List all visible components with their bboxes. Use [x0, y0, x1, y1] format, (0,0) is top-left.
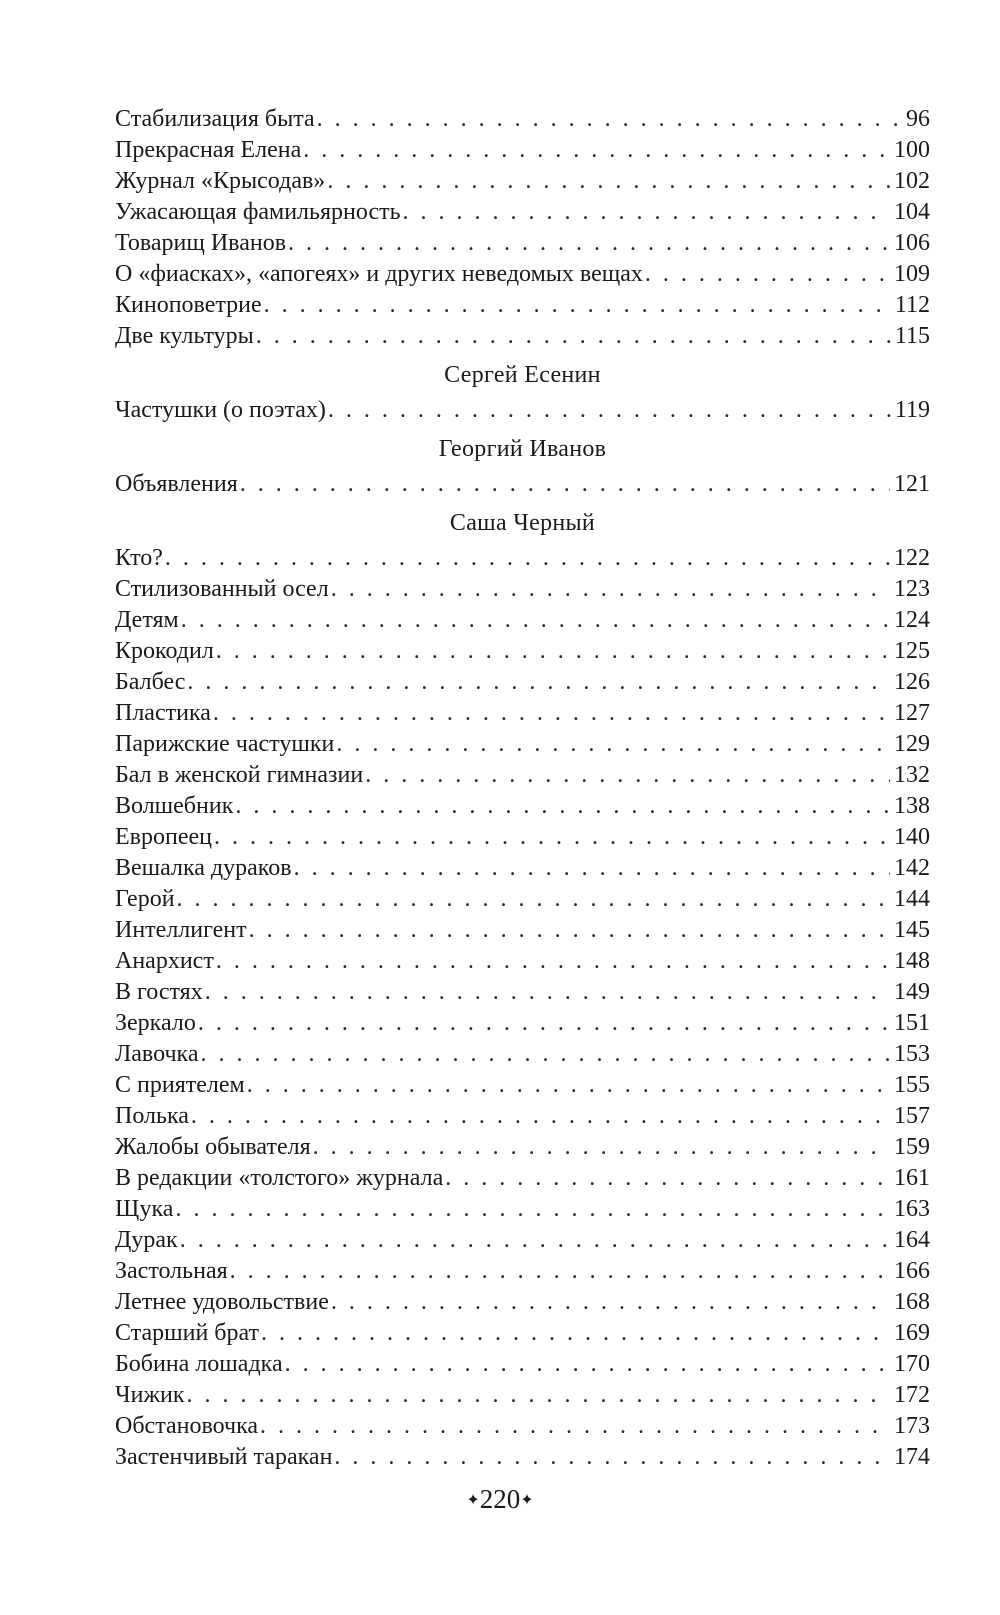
toc-entry-page: 124	[894, 607, 930, 633]
toc-entry-page: 100	[894, 137, 930, 163]
toc-entry-page: 126	[894, 669, 930, 695]
toc-entry-title: Журнал «Крысодав»	[115, 168, 326, 194]
toc-entry-title: Бобина лошадка	[115, 1351, 283, 1377]
toc-entry	[115, 977, 930, 1008]
toc-entry	[115, 1256, 930, 1287]
toc-entry-title: С приятелем	[115, 1072, 245, 1098]
toc-entry-title: Кто?	[115, 545, 163, 571]
toc-entry	[115, 853, 930, 884]
toc-entry-page: 125	[894, 638, 930, 664]
toc-entry-title: Волшебник	[115, 793, 234, 819]
toc-entry-title: Бал в женской гимназии	[115, 762, 364, 788]
toc-entry	[115, 791, 930, 822]
toc-entry-title: Щука	[115, 1196, 174, 1222]
toc-entry-page: 172	[894, 1382, 930, 1408]
dot-leader	[240, 469, 890, 500]
toc-entry	[115, 197, 930, 228]
toc-entry	[115, 1101, 930, 1132]
toc-entry-page: 106	[894, 230, 930, 256]
dot-leader	[327, 166, 890, 197]
toc-entry-title: Застенчивый таракан	[115, 1444, 333, 1470]
toc-entry-title: Парижские частушки	[115, 731, 335, 757]
toc-entry-page: 174	[894, 1444, 930, 1470]
toc-entry	[115, 729, 930, 760]
dot-leader	[187, 1380, 890, 1411]
toc-entry	[115, 667, 930, 698]
toc-entry	[115, 228, 930, 259]
dot-leader	[181, 605, 890, 636]
dot-leader	[213, 698, 890, 729]
dot-leader	[336, 729, 890, 760]
toc-entry-page: 119	[894, 397, 930, 423]
dot-leader	[294, 853, 890, 884]
toc-entry-page: 173	[894, 1413, 930, 1439]
page-footer	[0, 1484, 1000, 1515]
page-number: 220	[479, 1484, 521, 1514]
dot-leader	[249, 915, 890, 946]
table-of-contents	[115, 104, 930, 1473]
dot-leader	[177, 884, 890, 915]
toc-entry-page: 96	[906, 106, 930, 132]
toc-entry-title: Киноповетрие	[115, 292, 262, 318]
toc-entry-page: 145	[894, 917, 930, 943]
toc-entry	[115, 946, 930, 977]
toc-entry	[115, 1442, 930, 1473]
toc-entry	[115, 395, 930, 426]
toc-entry-title: Жалобы обывателя	[115, 1134, 311, 1160]
toc-entry-title: Частушки (о поэтах)	[115, 397, 326, 423]
toc-entry	[115, 1380, 930, 1411]
toc-entry-title: Интеллигент	[115, 917, 247, 943]
toc-entry	[115, 290, 930, 321]
toc-entry-page: 115	[894, 323, 930, 349]
dot-leader	[264, 290, 891, 321]
toc-entry-page: 155	[894, 1072, 930, 1098]
author-heading: Сергей Есенин	[444, 362, 601, 388]
dot-leader	[214, 822, 890, 853]
toc-entry-page: 109	[894, 261, 930, 287]
toc-entry-title: Обстановочка	[115, 1413, 259, 1439]
toc-entry-title: Пластика	[115, 700, 211, 726]
toc-entry-title: Прекрасная Елена	[115, 137, 302, 163]
toc-entry	[115, 135, 930, 166]
author-heading: Георгий Иванов	[438, 436, 607, 462]
toc-entry	[115, 698, 930, 729]
toc-entry	[115, 605, 930, 636]
dot-leader	[288, 228, 890, 259]
toc-entry-page: 161	[894, 1165, 930, 1191]
toc-entry-title: Чижик	[115, 1382, 185, 1408]
dot-leader	[328, 395, 891, 426]
toc-entry	[115, 822, 930, 853]
toc-entry	[115, 469, 930, 500]
toc-entry	[115, 636, 930, 667]
dot-leader	[645, 259, 890, 290]
toc-entry	[115, 1163, 930, 1194]
dot-leader	[205, 977, 890, 1008]
toc-entry-page: 159	[894, 1134, 930, 1160]
dot-leader	[175, 1194, 890, 1225]
dot-leader	[445, 1163, 890, 1194]
dot-leader	[317, 104, 902, 135]
dot-leader	[285, 1349, 890, 1380]
toc-entry-title: Стилизованный осел	[115, 576, 329, 602]
dot-leader	[180, 1225, 890, 1256]
toc-entry-title: Летнее удовольствие	[115, 1289, 329, 1315]
toc-entry	[115, 915, 930, 946]
toc-entry-page: 153	[894, 1041, 930, 1067]
dot-leader	[191, 1101, 890, 1132]
toc-entry-page: 163	[894, 1196, 930, 1222]
toc-entry-page: 104	[894, 199, 930, 225]
dot-leader	[256, 321, 891, 352]
dot-leader	[331, 1287, 890, 1318]
toc-entry-page: 170	[894, 1351, 930, 1377]
toc-entry	[115, 1411, 930, 1442]
toc-entry-page: 129	[894, 731, 930, 757]
toc-entry-page: 142	[894, 855, 930, 881]
toc-entry	[115, 1318, 930, 1349]
toc-entry-page: 151	[894, 1010, 930, 1036]
toc-entry-title: Ужасающая фамильярность	[115, 199, 401, 225]
toc-entry-page: 144	[894, 886, 930, 912]
left-ornament-icon: ✦	[466, 1491, 480, 1509]
dot-leader	[198, 1008, 890, 1039]
toc-entry-page: 166	[894, 1258, 930, 1284]
toc-entry-title: Дурак	[115, 1227, 178, 1253]
toc-entry-title: Крокодил	[115, 638, 214, 664]
toc-entry-page: 127	[894, 700, 930, 726]
toc-entry-page: 122	[894, 545, 930, 571]
toc-entry-page: 169	[894, 1320, 930, 1346]
dot-leader	[216, 946, 890, 977]
toc-entry-page: 132	[894, 762, 930, 788]
toc-entry	[115, 1349, 930, 1380]
toc-entry-page: 123	[894, 576, 930, 602]
toc-entry	[115, 1287, 930, 1318]
toc-entry	[115, 321, 930, 352]
toc-entry-title: Герой	[115, 886, 175, 912]
toc-entry-page: 140	[894, 824, 930, 850]
toc-entry-title: Полька	[115, 1103, 189, 1129]
toc-entry-title: Зеркало	[115, 1010, 196, 1036]
toc-entry-page: 157	[894, 1103, 930, 1129]
dot-leader	[201, 1039, 891, 1070]
toc-entry	[115, 1039, 930, 1070]
toc-entry-title: Застольная	[115, 1258, 228, 1284]
toc-entry	[115, 104, 930, 135]
toc-entry-title: О «фиасках», «апогеях» и других неведомых вещах	[115, 261, 643, 287]
author-heading: Саша Черный	[449, 510, 596, 536]
toc-entry-title: Детям	[115, 607, 179, 633]
toc-entry	[115, 574, 930, 605]
toc-entry-title: Анархист	[115, 948, 214, 974]
dot-leader	[247, 1070, 890, 1101]
toc-entry-title: Две культуры	[115, 323, 254, 349]
toc-entry-title: Старший брат	[115, 1320, 260, 1346]
dot-leader	[313, 1132, 890, 1163]
dot-leader	[334, 1442, 890, 1473]
toc-entry	[115, 1132, 930, 1163]
toc-entry	[115, 166, 930, 197]
toc-entry	[115, 1194, 930, 1225]
toc-entry-page: 168	[894, 1289, 930, 1315]
dot-leader	[261, 1318, 890, 1349]
toc-entry-page: 164	[894, 1227, 930, 1253]
toc-entry-title: Стабилизация быта	[115, 106, 315, 132]
toc-entry-page: 121	[894, 471, 930, 497]
toc-entry-page: 149	[894, 979, 930, 1005]
toc-entry-page: 148	[894, 948, 930, 974]
toc-entry-title: Товарищ Иванов	[115, 230, 287, 256]
dot-leader	[216, 636, 890, 667]
toc-entry-title: Лавочка	[115, 1041, 199, 1067]
dot-leader	[365, 760, 890, 791]
toc-entry-title: В гостях	[115, 979, 203, 1005]
toc-entry-title: Европеец	[115, 824, 212, 850]
toc-entry-title: Объявления	[115, 471, 238, 497]
toc-entry-page: 102	[894, 168, 930, 194]
toc-entry	[115, 1070, 930, 1101]
toc-entry	[115, 1008, 930, 1039]
toc-entry-page: 138	[894, 793, 930, 819]
toc-entry-page: 112	[894, 292, 930, 318]
dot-leader	[235, 791, 890, 822]
dot-leader	[165, 543, 890, 574]
dot-leader	[331, 574, 890, 605]
toc-entry	[115, 259, 930, 290]
toc-entry-title: Балбес	[115, 669, 186, 695]
dot-leader	[260, 1411, 890, 1442]
dot-leader	[187, 667, 890, 698]
dot-leader	[230, 1256, 890, 1287]
toc-entry	[115, 1225, 930, 1256]
toc-entry	[115, 760, 930, 791]
toc-entry-title: В редакции «толстого» журнала	[115, 1165, 444, 1191]
toc-entry	[115, 543, 930, 574]
toc-entry-title: Вешалка дураков	[115, 855, 292, 881]
toc-entry	[115, 884, 930, 915]
right-ornament-icon: ✦	[520, 1491, 534, 1509]
dot-leader	[303, 135, 890, 166]
dot-leader	[403, 197, 890, 228]
